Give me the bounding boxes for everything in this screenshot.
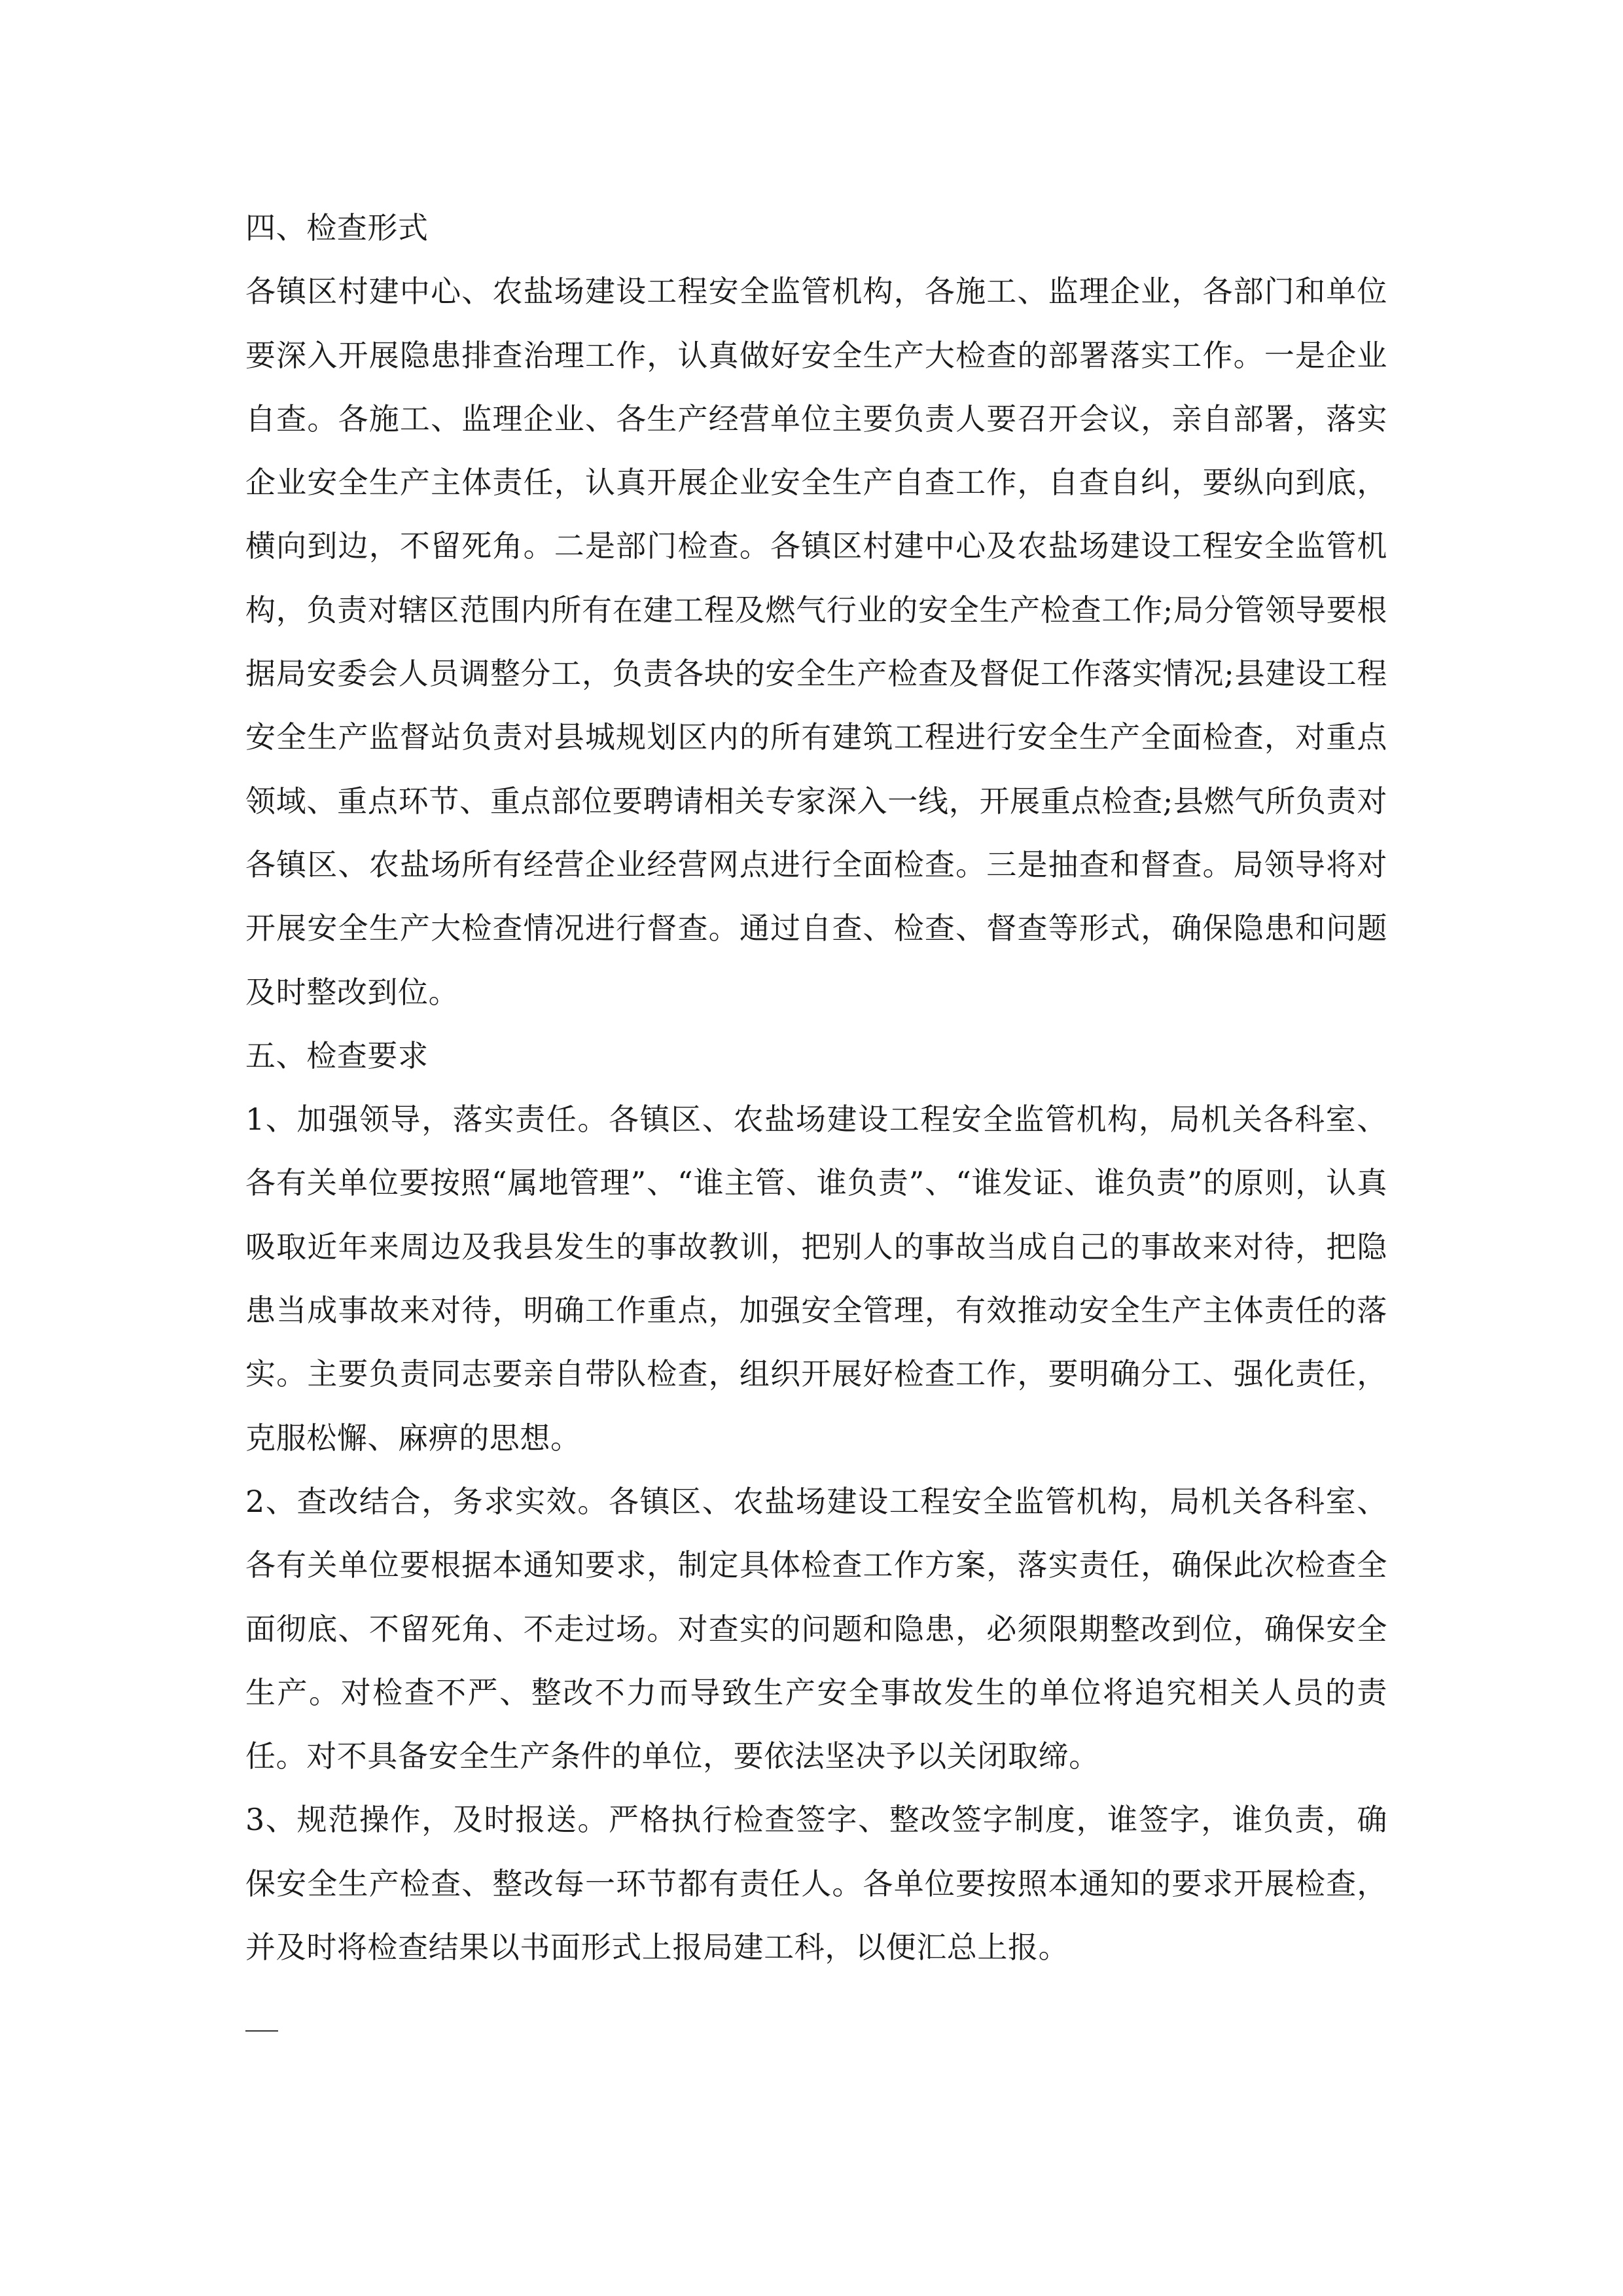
section-heading-inspection-form: 四、检查形式 [245,210,429,245]
paragraph-requirement-3: 3、规范操作，及时报送。严格执行检查签字、整改签字制度，谁签字，谁负责，确保安全生产检查、整改每一环节都有责任人。各单位要按照本通知的要求开展检查，并及时将检查结果以书面形式上报局建工科，以便汇总上报。 [245,1802,1387,1965]
document-body [245,196,1387,1979]
paragraph-inspection-form: 各镇区村建中心、农盐场建设工程安全监管机构，各施工、监理企业，各部门和单位要深入开展隐患排查治理工作，认真做好安全生产大检查的部署落实工作。一是企业自查。各施工、监理企业、各生产经营单位主要负责人要召开会议，亲自部署，落实企业安全生产主体责任，认真开展企业安全生产自查工作，自查自纠，要纵向到底，横向到边，不留死角。二是部门检查。各镇区村建中心及农盐场建设工程安全监管机构，负责对辖区范围内所有在建工程及燃气行业的安全生产检查工作;局分管领导要根据局安委会人员调整分工，负责各块的安全生产检查及督促工作落实情况;县建设工程安全生产监督站负责对县城规划区内的所有建筑工程进行安全生产全面检查，对重点领域、重点环节、重点部位要聘请相关专家深入一线，开展重点检查;县燃气所负责对各镇区、农盐场所有经营企业经营网点进行全面检查。三是抽查和督查。局领导将对开展安全生产大检查情况进行督查。通过自查、检查、督查等形式，确保隐患和问题及时整改到位。 [245,274,1387,1010]
page-footer-dash [245,2030,278,2032]
section-heading-inspection-requirements: 五、检查要求 [245,1037,429,1073]
paragraph-requirement-2: 2、查改结合，务求实效。各镇区、农盐场建设工程安全监管机构，局机关各科室、各有关单位要根据本通知要求，制定具体检查工作方案，落实责任，确保此次检查全面彻底、不留死角、不走过场。对查实的问题和隐患，必须限期整改到位，确保安全生产。对检查不严、整改不力而导致生产安全事故发生的单位将追究相关人员的责任。对不具备安全生产条件的单位，要依法坚决予以关闭取缔。 [245,1483,1387,1774]
paragraph-requirement-1: 1、加强领导，落实责任。各镇区、农盐场建设工程安全监管机构，局机关各科室、各有关单位要按照“属地管理”、“谁主管、谁负责”、“谁发证、谁负责”的原则，认真吸取近年来周边及我县发生的事故教训，把别人的事故当成自己的事故来对待，把隐患当成事故来对待，明确工作重点，加强安全管理，有效推动安全生产主体责任的落实。主要负责同志要亲自带队检查，组织开展好检查工作，要明确分工、强化责任，克服松懈、麻痹的思想。 [245,1102,1387,1456]
